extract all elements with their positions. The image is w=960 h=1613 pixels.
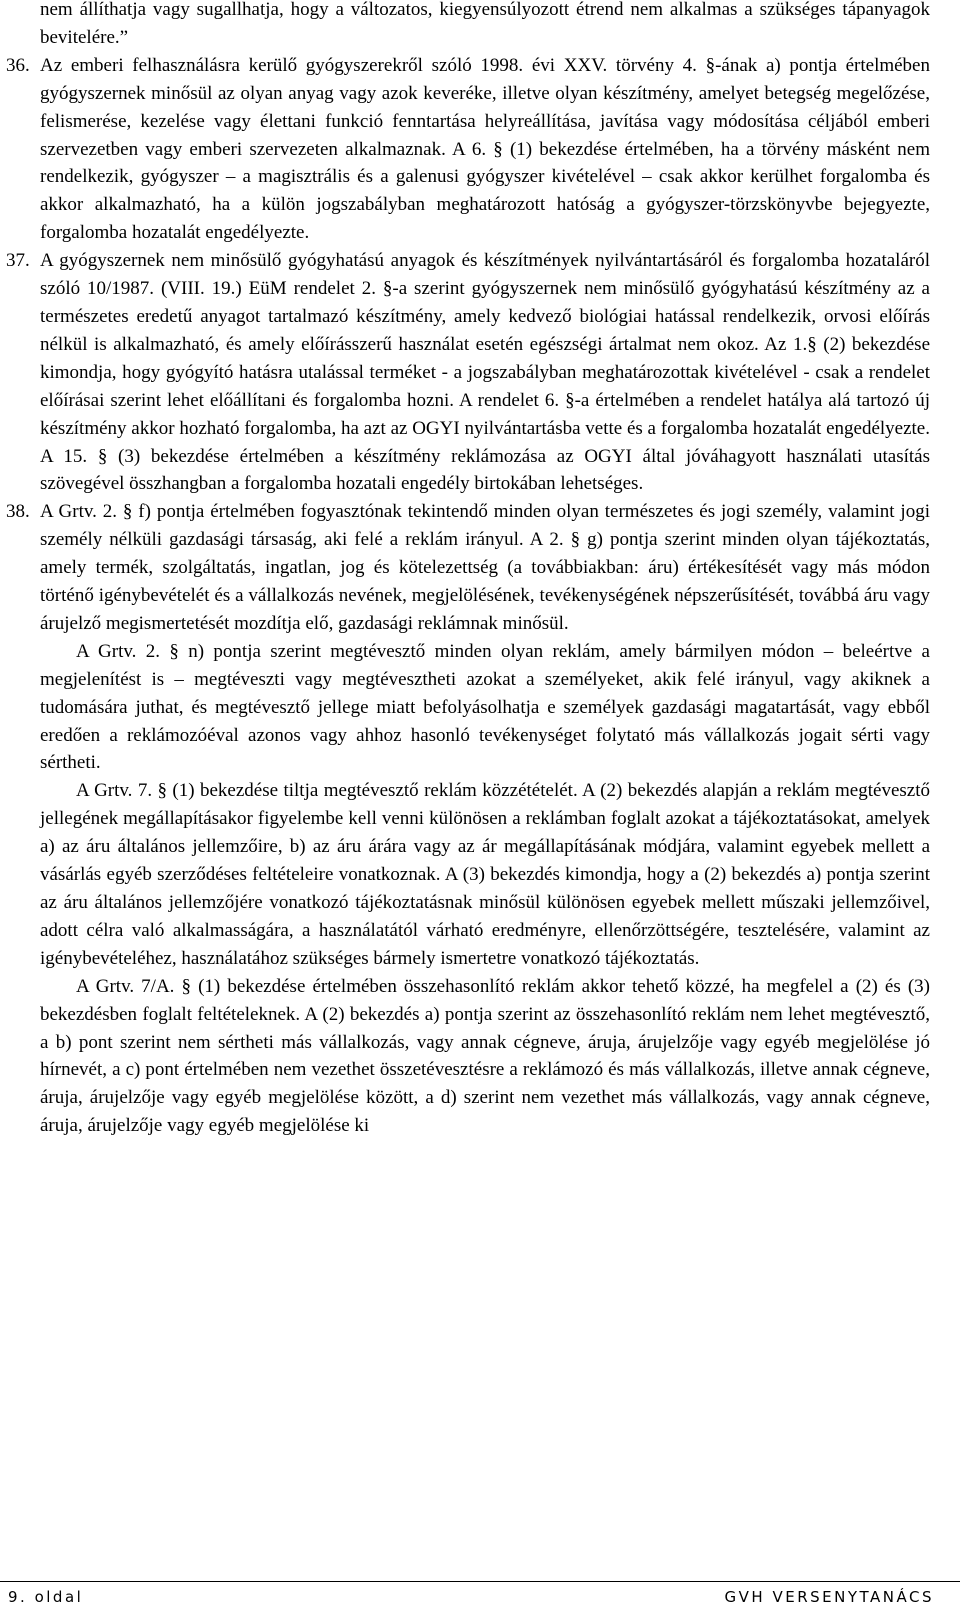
item-text: A gyógyszernek nem minősülő gyógyhatású anyagok és készítmények nyilvántartásáról és forgalomba hozataláról szóló 10/1987. (VIII. 19.) EüM rendelet 2. §-a szerint gyógyszernek nem minősülő gyógyhatású készítmény az a természetes eredetű anyagot tartalmazó készítmény, amely kedvező biológiai hatással rendelkezik, orvosi előírás nélkül is alkalmazható, és amely előírásszerű használat esetén egészségi ártalmat nem okoz. Az 1.§ (2) bekezdése kimondja, hogy gyógyító hatásra utalással terméket - a jogszabályban meghatározottak kivételével - csak a rendelet előírásai szerint lehet előállítani és forgalomba hozni. A rendelet 6. §-a értelmében a rendelet hatálya alá tartozó új készítmény akkor hozható forgalomba, ha azt az OGYI nyilvántartásba vette és a forgalomba hozatalát engedélyezte. A 15. § (3) bekezdése értelmében a készítmény reklámozása az OGYI által jóváhagyott használati utasítás szövegével összhangban a forgalomba hozatali engedély birtokában lehetséges. <box>40 250 930 495</box>
footer-organization: GVH VERSENYTANÁCS <box>724 1588 934 1606</box>
paragraph-grtv-2n: A Grtv. 2. § n) pontja szerint megtévesztő minden olyan reklám, amely bármilyen módon – beleértve a megjelenítést is – megtéveszti vagy megtévesztheti azokat a személyeket, akik felé irányul, vagy akiknek a tudomására juthat, és megtévesztő jellege miatt befolyásolhatja e személyek gazdasági magatartását, vagy ebből eredően a reklámozóéval azonos vagy ahhoz hasonló tevékenységet folytató más vállalkozás jogait sérti vagy sértheti. <box>40 640 930 774</box>
item-number: 38. <box>6 501 30 523</box>
item-number: 36. <box>6 54 30 76</box>
intro-paragraph: nem állíthatja vagy sugallhatja, hogy a változatos, kiegyensúlyozott étrend nem alkalmas a szükséges tápanyagok bevitelére.” <box>40 0 930 48</box>
footer-divider <box>0 1581 960 1582</box>
numbered-item-38 <box>6 498 930 638</box>
item-text: Az emberi felhasználásra kerülő gyógyszerekről szóló 1998. évi XXV. törvény 4. §-ának a) pontja értelmében gyógyszernek minősül az olyan anyag vagy azok keveréke, illetve olyan készítmény, amelyet betegség megelőzése, felismerése, kezelése vagy élettani funkció fenntartása helyreállítása, javítása vagy módosítása céljából emberi szervezetben vagy emberi szervezeten alkalmaznak. A 6. § (1) bekezdése értelmében, ha a törvény másként nem rendelkezik, gyógyszer – a magisztrális és a galenusi gyógyszer kivételével – csak akkor kerülhet forgalomba és akkor alkalmazható, ha a külön jogszabályban meghatározott hatóság a gyógyszer-törzskönyvbe bejegyezte, forgalomba hozatalát engedélyezte. <box>40 54 930 244</box>
item-number: 37. <box>6 250 30 272</box>
paragraph-grtv-7: A Grtv. 7. § (1) bekezdése tiltja megtévesztő reklám közzétételét. A (2) bekezdés alapján a reklám megtévesztő jellegének megállapításakor figyelembe kell venni különösen a reklámban foglalt azokat a tájékoztatásokat, amelyek a) az áru általános jellemzőire, b) az áru árára vagy az ár megállapításának módjára, valamint egyebek mellett a vásárlás egyéb szerződéses feltételeire vonatkoznak. A (3) bekezdés kimondja, hogy a (2) bekezdés a) pontja szerint az áru általános jellemzőjére vonatkozó tájékoztatásnak minősül különösen egyebek mellett műszaki jellemzőivel, adott célra való alkalmasságára, a használatától várható eredményre, ellenőrzöttségére, tesztelésére, valamint az igénybevételéhez, használatához szükséges bármely ismertetre vonatkozó tájékoztatás. <box>40 780 930 969</box>
item-text: A Grtv. 2. § f) pontja értelmében fogyasztónak tekintendő minden olyan természetes és jogi személy, valamint jogi személy nélküli gazdasági társaság, aki felé a reklám irányul. A 2. § g) pontja szerint minden olyan tájékoztatás, amely termék, szolgáltatás, ingatlan, jog és kötelezettség (a továbbiakban: áru) értékesítését vagy más módon történő igénybevételét és a vállalkozás nevének, megjelölésének, tevékenységének népszerűsítését, továbbá áru vagy árujelző megismertetését mozdítja elő, gazdasági reklámnak minősül. <box>40 501 930 634</box>
page-number: 9. oldal <box>8 1588 84 1606</box>
numbered-item-36 <box>6 52 930 247</box>
document-body <box>6 0 930 1140</box>
paragraph-grtv-7a: A Grtv. 7/A. § (1) bekezdése értelmében összehasonlító reklám akkor tehető közzé, ha megfelel a (2) és (3) bekezdésben foglalt feltételeknek. A (2) bekezdés a) pontja szerint az összehasonlító reklám nem lehet megtévesztő, a b) pont szerint nem sértheti más vállalkozás, vagy annak cégneve, áruja, árujelzője vagy egyéb megjelölése jó hírnevét, a c) pont értelmében nem vezethet összetévesztésre a reklámozó és más vállalkozás, illetve annak cégneve, áruja, árujelzője vagy egyéb megjelölése között, a d) szerint nem vezethet más vállalkozás, vagy annak cégneve, áruja, árujelzője vagy egyéb megjelölése ki <box>40 975 930 1137</box>
numbered-item-37 <box>6 247 930 498</box>
